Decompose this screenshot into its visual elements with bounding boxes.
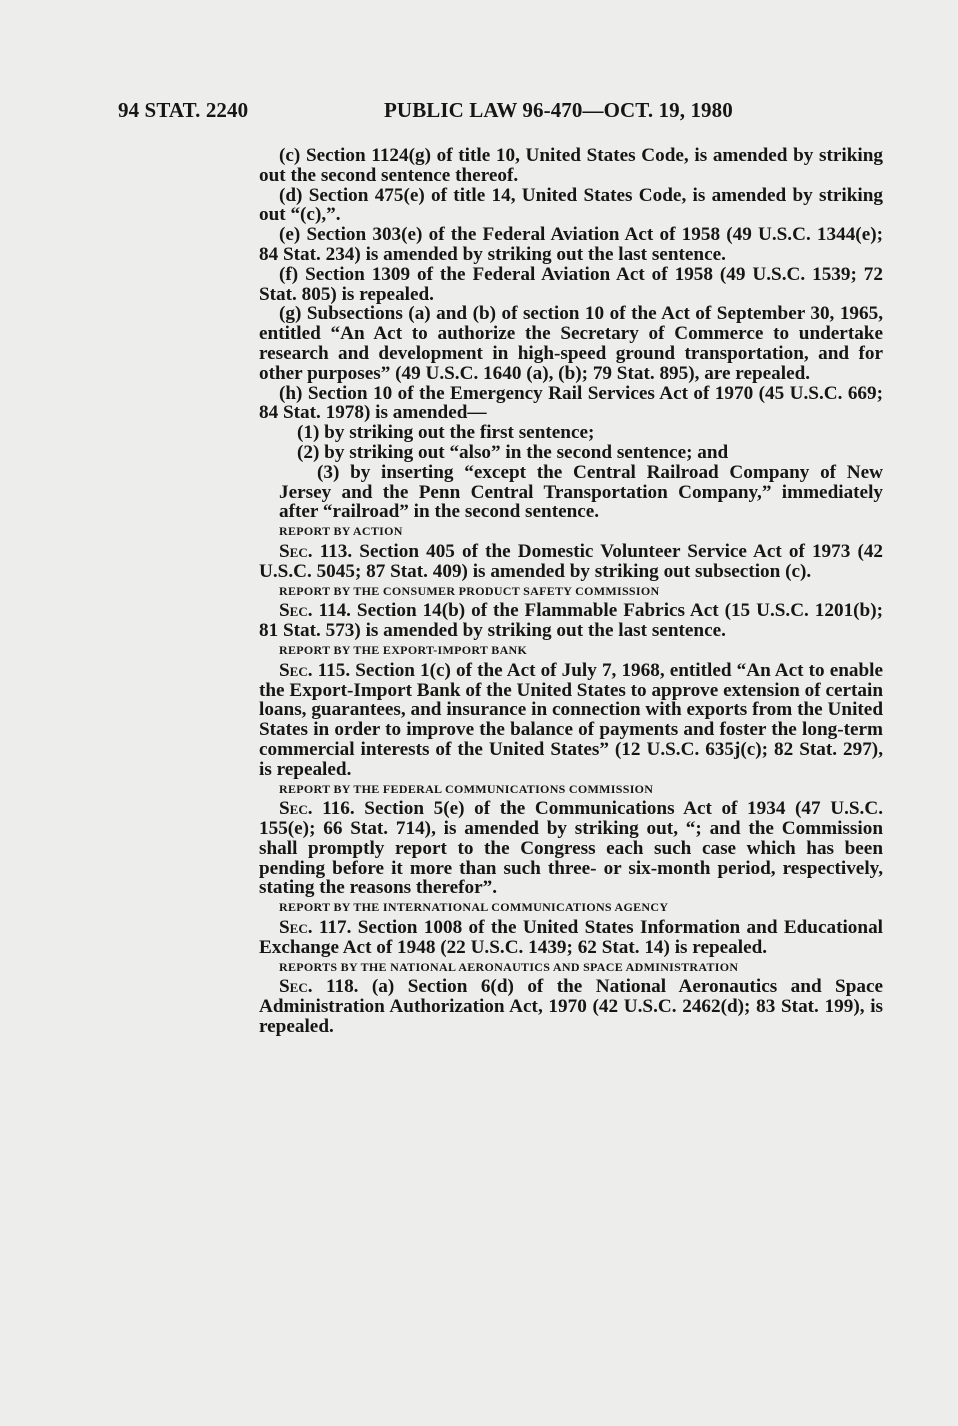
- paragraph-h-item-1: (1) by striking out the first sentence;: [297, 422, 595, 444]
- section-heading-cpsc: REPORT BY THE CONSUMER PRODUCT SAFETY COMMISSION: [279, 583, 660, 598]
- section-117: [259, 918, 883, 958]
- section-text: Section 1(c) of the Act of July 7, 1968, entitled “An Act to enable the Export-Import Bank of the United States to approve extension of certain loans, guarantees, and insurance in connection with exports from the United States in order to improve the balance of payments and foster the long-term commercial interests of the United States” (12 U.S.C. 635j(c); 82 Stat. 297), is repealed.: [259, 659, 884, 780]
- section-text: Section 405 of the Domestic Volunteer Service Act of 1973 (42 U.S.C. 5045; 87 Stat. 409) is amended by striking out subsection (c).: [259, 540, 884, 582]
- paragraph-e: (e) Section 303(e) of the Federal Aviation Act of 1958 (49 U.S.C. 1344(e); 84 Stat. 234) is amended by striking out the last sentence.: [259, 224, 883, 265]
- section-text: (a) Section 6(d) of the National Aeronautics and Space Administration Authorization Act, 1970 (42 U.S.C. 2462(d); 83 Stat. 199), is repealed.: [259, 976, 884, 1038]
- section-heading-export-import: REPORT BY THE EXPORT-IMPORT BANK: [279, 642, 528, 657]
- section-heading-nasa: REPORTS BY THE NATIONAL AERONAUTICS AND SPACE ADMINISTRATION: [279, 959, 739, 974]
- section-label: Sec. 117.: [279, 917, 352, 939]
- paragraph-f: (f) Section 1309 of the Federal Aviation Act of 1958 (49 U.S.C. 1539; 72 Stat. 805) is repealed.: [259, 263, 883, 305]
- paragraph-h: (h) Section 10 of the Emergency Rail Services Act of 1970 (45 U.S.C. 669; 84 Stat. 1978) is amended—: [259, 382, 883, 424]
- section-118: [259, 977, 883, 1036]
- paragraph-c: (c) Section 1124(g) of title 10, United States Code, is amended by striking out the second sentence thereof.: [259, 145, 883, 186]
- section-text: Section 1008 of the United States Information and Educational Exchange Act of 1948 (22 U.S.C. 1439; 62 Stat. 14) is repealed.: [259, 917, 884, 958]
- paragraph-g: (g) Subsections (a) and (b) of section 10 of the Act of September 30, 1965, entitled “An Act to authorize the Secretary of Commerce to undertake research and development in high-speed ground transportation, and for other purposes” (49 U.S.C. 1640 (a), (b); 79 Stat. 895), are repealed.: [259, 303, 883, 384]
- section-text: Section 5(e) of the Communications Act of 1934 (47 U.S.C. 155(e); 66 Stat. 714), is amended by striking out, “; and the Commission shall promptly report to the Congress each such case which has been pending before it more than such three- or six-month period, respectively, stating the reasons therefor”.: [259, 798, 884, 899]
- public-law-title: PUBLIC LAW 96-470—OCT. 19, 1980: [384, 98, 733, 122]
- stat-page-number: 94 STAT. 2240: [118, 98, 249, 122]
- section-label: Sec. 113.: [279, 540, 353, 562]
- paragraph-h-item-3: (3) by inserting “except the Central Railroad Company of New Jersey and the Penn Central Transportation Company,” immediately after “railroad” in the second sentence.: [279, 461, 883, 523]
- section-heading-ica: REPORT BY THE INTERNATIONAL COMMUNICATIONS AGENCY: [279, 900, 669, 915]
- section-label: Sec. 118.: [279, 976, 359, 998]
- paragraph-d: (d) Section 475(e) of title 14, United States Code, is amended by striking out “(c),”.: [259, 184, 883, 226]
- page-header: [118, 98, 768, 128]
- section-text: Section 14(b) of the Flammable Fabrics Act (15 U.S.C. 1201(b); 81 Stat. 573) is amended by striking out the last sentence.: [259, 600, 884, 642]
- section-label: Sec. 116.: [279, 798, 355, 820]
- section-label: Sec. 114.: [279, 600, 351, 622]
- section-116: [259, 799, 883, 898]
- section-114: [259, 601, 883, 641]
- section-113: [259, 542, 883, 582]
- section-heading-action: REPORT BY ACTION: [279, 524, 403, 539]
- paragraph-h-item-2: (2) by striking out “also” in the second sentence; and: [297, 441, 729, 463]
- section-heading-fcc: REPORT BY THE FEDERAL COMMUNICATIONS COMMISSION: [279, 781, 654, 796]
- section-115: [259, 661, 883, 780]
- document-body: [259, 146, 883, 1037]
- section-label: Sec. 115.: [279, 659, 351, 681]
